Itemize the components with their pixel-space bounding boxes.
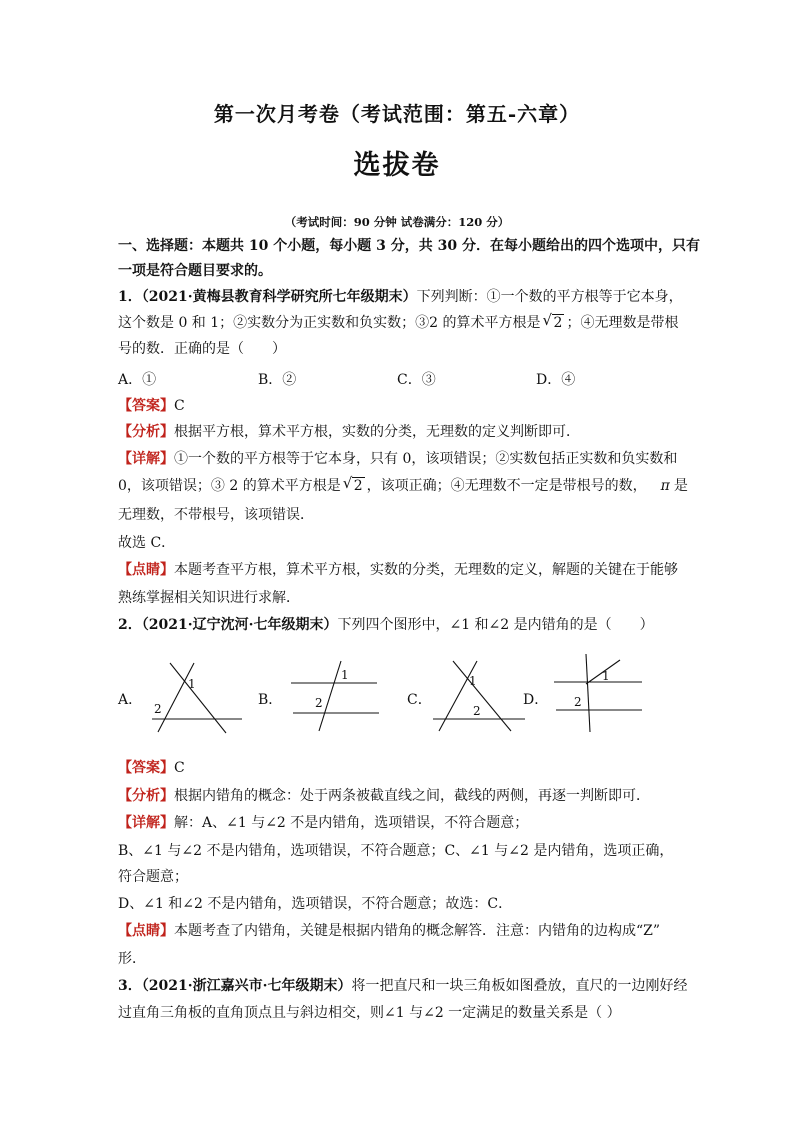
q1-stem-1: 下列判断：①一个数的平方根等于它本身， [416, 289, 683, 305]
q1-line-2 [118, 311, 679, 332]
q1-detail-text-2c: 是 [673, 478, 688, 494]
radical-sign: √ [342, 474, 353, 492]
q2-stem-text: 下列四个图形中，∠1 和∠2 是内错角的是（ ） [337, 617, 654, 633]
q3-stem-text-1: 将一把直尺和一块三角板如图叠放，直尺的一边刚好经 [351, 978, 688, 994]
sqrt-expression [342, 474, 365, 495]
q2-option-d-letter: D． [523, 692, 549, 708]
figure-d-angle-1-label: 1 [602, 669, 610, 683]
figure-b-angle-2-label: 2 [315, 696, 323, 710]
figure-d-angle-2-label: 2 [574, 695, 582, 709]
q2-comment-text-1: 本题考查了内错角，关键是根据内错角的概念解答．注意：内错角的边构成“Z” [174, 923, 661, 939]
figure-c-transversal-left [439, 661, 477, 731]
q2-analysis-text: 根据内错角的概念：处于两条被截直线之间，截线的两侧，再逐一判断即可． [174, 788, 650, 804]
q2-detail-4: D、∠1 和∠2 不是内错角，选项错误，不符合题意；故选：C． [118, 896, 513, 912]
figure-c-angle-1-label: 1 [469, 674, 477, 688]
figure-a [140, 655, 250, 735]
q1-comment-1 [118, 561, 678, 579]
sqrt-argument: 2 [553, 315, 563, 331]
q3-stem-2: 过直角三角板的直角顶点且与斜边相交，则∠1 与∠2 一定满足的数量关系是（ ） [118, 1005, 621, 1021]
q1-answer-value: C [174, 398, 185, 414]
exam-info: （考试时间：90 分钟 试卷满分：120 分） [284, 215, 510, 229]
analysis-label: 【分析】 [118, 788, 174, 804]
q1-conclusion: 故选 C． [118, 535, 176, 551]
sqrt-expression [542, 311, 565, 332]
q2-detail-2: B、∠1 与∠2 不是内错角，选项错误，不符合题意；C、∠1 与∠2 是内错角，选项正确， [118, 843, 674, 859]
q2-detail-text-1: 解：A、∠1 与∠2 不是内错角，选项错误，不符合题意； [174, 815, 529, 831]
q1-detail-text-1: ①一个数的平方根等于它本身，只有 0，该项错误；②实数包括正实数和负实数和 [174, 451, 678, 467]
detail-label: 【详解】 [118, 451, 174, 467]
q1-detail-2 [118, 474, 688, 495]
figure-c [425, 655, 535, 735]
answer-label: 【答案】 [118, 398, 174, 414]
radical-sign: √ [542, 311, 553, 329]
q2-analysis [118, 787, 650, 805]
q2-detail-3: 符合题意； [118, 869, 188, 885]
q1-analysis [118, 423, 580, 441]
q3-source: （2021·浙江嘉兴市·七年级期末） [141, 978, 352, 994]
q1-option-a: A．① [118, 372, 157, 388]
q1-detail-text-2a: 0，该项错误；③ 2 的算术平方根是 [118, 478, 341, 494]
q1-number: 1． [118, 289, 142, 305]
q2-stem [118, 616, 654, 634]
sqrt-argument: 2 [353, 478, 363, 494]
q2-comment-1 [118, 922, 660, 940]
q2-option-c-letter: C． [407, 692, 432, 708]
section-heading-line-1: 一、选择题：本题共 10 个小题，每小题 3 分，共 30 分．在每小题给出的四个选项中，只有 [118, 238, 700, 254]
q2-number: 2． [118, 617, 142, 633]
q1-stem-2a: 这个数是 0 和 1；②实数分为正实数和负实数；③2 的算术平方根是 [118, 315, 541, 331]
answer-label: 【答案】 [118, 760, 174, 776]
figure-c-transversal-right [453, 661, 511, 731]
figure-a-transversal-left [158, 663, 194, 732]
q1-source: （2021·黄梅县教育科学研究所七年级期末） [141, 289, 417, 305]
figure-a-angle-2-label: 2 [154, 702, 162, 716]
q1-stem-2b: ；④无理数是带根 [566, 315, 679, 331]
q3-stem-1 [118, 977, 687, 995]
figure-b-angle-1-label: 1 [341, 668, 349, 682]
q1-option-b: B．② [258, 372, 297, 388]
q3-number: 3． [118, 978, 142, 994]
page-subtitle: 选拔卷 [353, 150, 441, 181]
figure-a-angle-1-label: 1 [188, 677, 196, 691]
q1-option-c: C．③ [397, 372, 436, 388]
q2-comment-2: 形． [118, 951, 146, 967]
figure-a-transversal-right [170, 663, 226, 733]
q1-option-d: D．④ [536, 372, 576, 388]
figure-d [550, 650, 650, 735]
q1-detail-1 [118, 450, 677, 468]
q2-answer-value: C [174, 760, 185, 776]
q2-source: （2021·辽宁沈河·七年级期末） [141, 617, 338, 633]
pi-symbol: π [660, 478, 670, 494]
q1-comment-text-1: 本题考查平方根，算术平方根，实数的分类，无理数的定义，解题的关键在于能够 [174, 562, 678, 578]
detail-label: 【详解】 [118, 815, 174, 831]
q2-option-a-letter: A． [118, 692, 143, 708]
q2-answer [118, 759, 185, 777]
q1-comment-2: 熟练掌握相关知识进行求解． [118, 590, 300, 606]
section-heading-line-2: 一项是符合题目要求的。 [118, 263, 272, 279]
comment-label: 【点睛】 [118, 923, 174, 939]
page-title: 第一次月考卷（考试范围：第五-六章） [213, 102, 581, 126]
q2-option-b-letter: B． [258, 692, 283, 708]
analysis-label: 【分析】 [118, 424, 174, 440]
figure-b [285, 655, 385, 735]
q2-detail-1 [118, 814, 528, 832]
q1-detail-3: 无理数，不带根号，该项错误． [118, 507, 314, 523]
q1-analysis-text: 根据平方根，算术平方根，实数的分类，无理数的定义判断即可． [174, 424, 580, 440]
figure-c-angle-2-label: 2 [473, 704, 481, 718]
q1-detail-text-2b: ，该项正确；④无理数不一定是带根号的数， [366, 478, 647, 494]
q1-line-3: 号的数．正确的是（ ） [118, 341, 286, 357]
q1-answer [118, 397, 185, 415]
q1-line-1 [118, 288, 683, 306]
figure-d-vertical-transversal [586, 654, 590, 732]
comment-label: 【点睛】 [118, 562, 174, 578]
